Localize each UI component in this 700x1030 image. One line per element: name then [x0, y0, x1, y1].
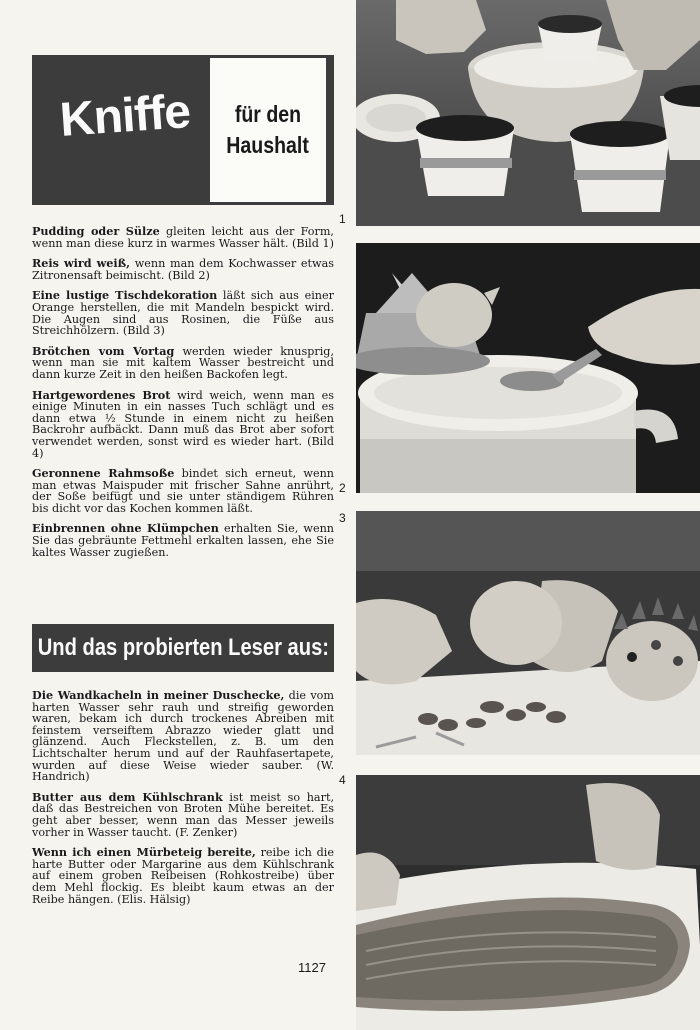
tip-lead: Hartgewordenes Brot [32, 387, 171, 402]
tips-list [32, 226, 334, 567]
photo-pudding-bowls [356, 0, 700, 226]
tip-text: erhalten Sie, wenn Sie das gebräunte Fettmehl erkalten lassen, ehe Sie kaltes Wasser zugießen. [32, 522, 334, 559]
reader-tip-item [32, 847, 334, 905]
tip-text: gleiten leicht aus der Form, wenn man diese kurz in warmes Wasser hält. (Bild 1) [32, 225, 334, 250]
tip-item [32, 226, 334, 249]
tip-lead: Reis wird weiß, [32, 256, 131, 271]
tip-text: wird weich, wenn man es einige Minuten in ein nasses Tuch schlägt und es dann etwa ½ Stunde in einem nicht zu heißen Backrohr aufbäckt. Dann muß das Brot aber sofort verwendet werden, sonst wird es wieder hart. (Bild 4) [32, 388, 334, 460]
figure-number: 2 [339, 481, 346, 495]
tip-lead: Eine lustige Tischdekoration [32, 288, 218, 303]
tip-text: die vom harten Wasser sehr rauh und streifig geworden waren, bekam ich durch trockenes Abreiben mit feinstem verseiftem Abrazzo wieder glatt und glänzend. Auch Fleckstellen, z. B. um den Lichtschalter herum und auf der Rauhfasertapete, wurden auf diese Weise wieder sauber. (W. Handrich) [32, 689, 334, 784]
tip-lead: Geronnene Rahmsoße [32, 466, 175, 481]
tip-text: ist meist so hart, daß das Bestreichen von Broten Mühe bereitet. Es geht aber besser, wenn man das Messer jeweils vorher in Wasser taucht. (F. Zenker) [32, 790, 334, 839]
tip-text: läßt sich aus einer Orange herstellen, die mit Mandeln bespickt wird. Die Augen sind aus Rosinen, die Füße aus Streichhölzern. (Bild 3) [32, 289, 334, 338]
tip-item [32, 258, 334, 281]
photo-orange-hedgehog [356, 511, 700, 755]
page-number: 1127 [298, 960, 326, 975]
reader-tips-list [32, 690, 334, 914]
figure-number: 4 [339, 773, 346, 787]
tip-text: bindet sich erneut, wenn man etwas Maispuder mit frischer Sahne anrührt, der Soße beifügt und sie unter ständigem Rühren bis dicht vor das Kochen kommen läßt. [32, 467, 334, 515]
reader-heading-text: Und das probierten Leser aus: [37, 634, 329, 661]
title-banner [32, 55, 334, 205]
tip-lead: Pudding oder Sülze [32, 224, 160, 238]
title-kniffe: Kniffe [58, 85, 192, 148]
reader-section-heading [32, 624, 334, 672]
title-subtitle-box [210, 58, 326, 202]
title-subtitle-line1: für den [234, 101, 302, 127]
tip-item [32, 468, 334, 514]
tip-item [32, 387, 334, 460]
tip-item [32, 343, 335, 381]
reader-tip-item [32, 690, 334, 783]
tip-lead: Brötchen vom Vortag [32, 343, 175, 358]
tip-lead: Butter aus dem Kühlschrank [32, 789, 223, 804]
title-subtitle-line2: Haushalt [226, 132, 310, 158]
tip-lead: Einbrennen ohne Klümpchen [32, 521, 219, 536]
tip-text: werden wieder knusprig, wenn man sie mit kaltem Wasser bestreicht und dann kurze Zeit in den heißen Backofen legt. [32, 344, 335, 381]
reader-tip-item [32, 789, 334, 839]
tip-text: wenn man dem Kochwasser etwas Zitronensaft beimischt. (Bild 2) [32, 257, 335, 282]
tip-text: reibe ich die harte Butter oder Margarine aus dem Kühlschrank auf einem groben Reibeisen (Rohkostreibe) über dem Mehl flockig. Es bleibt kaum etwas an der Reibe hängen. (Elis. Hälsig) [32, 846, 334, 906]
photo-lemon-press-pot [356, 243, 700, 493]
photo-bread-in-cloth [356, 775, 700, 1030]
tip-item [32, 523, 334, 558]
tip-lead: Wenn ich einen Mürbeteig bereite, [32, 845, 256, 860]
tip-lead: Die Wandkacheln in meiner Duschecke, [32, 688, 285, 702]
figure-number: 1 [339, 212, 346, 226]
tip-item [32, 290, 334, 336]
figure-number: 3 [339, 511, 346, 525]
